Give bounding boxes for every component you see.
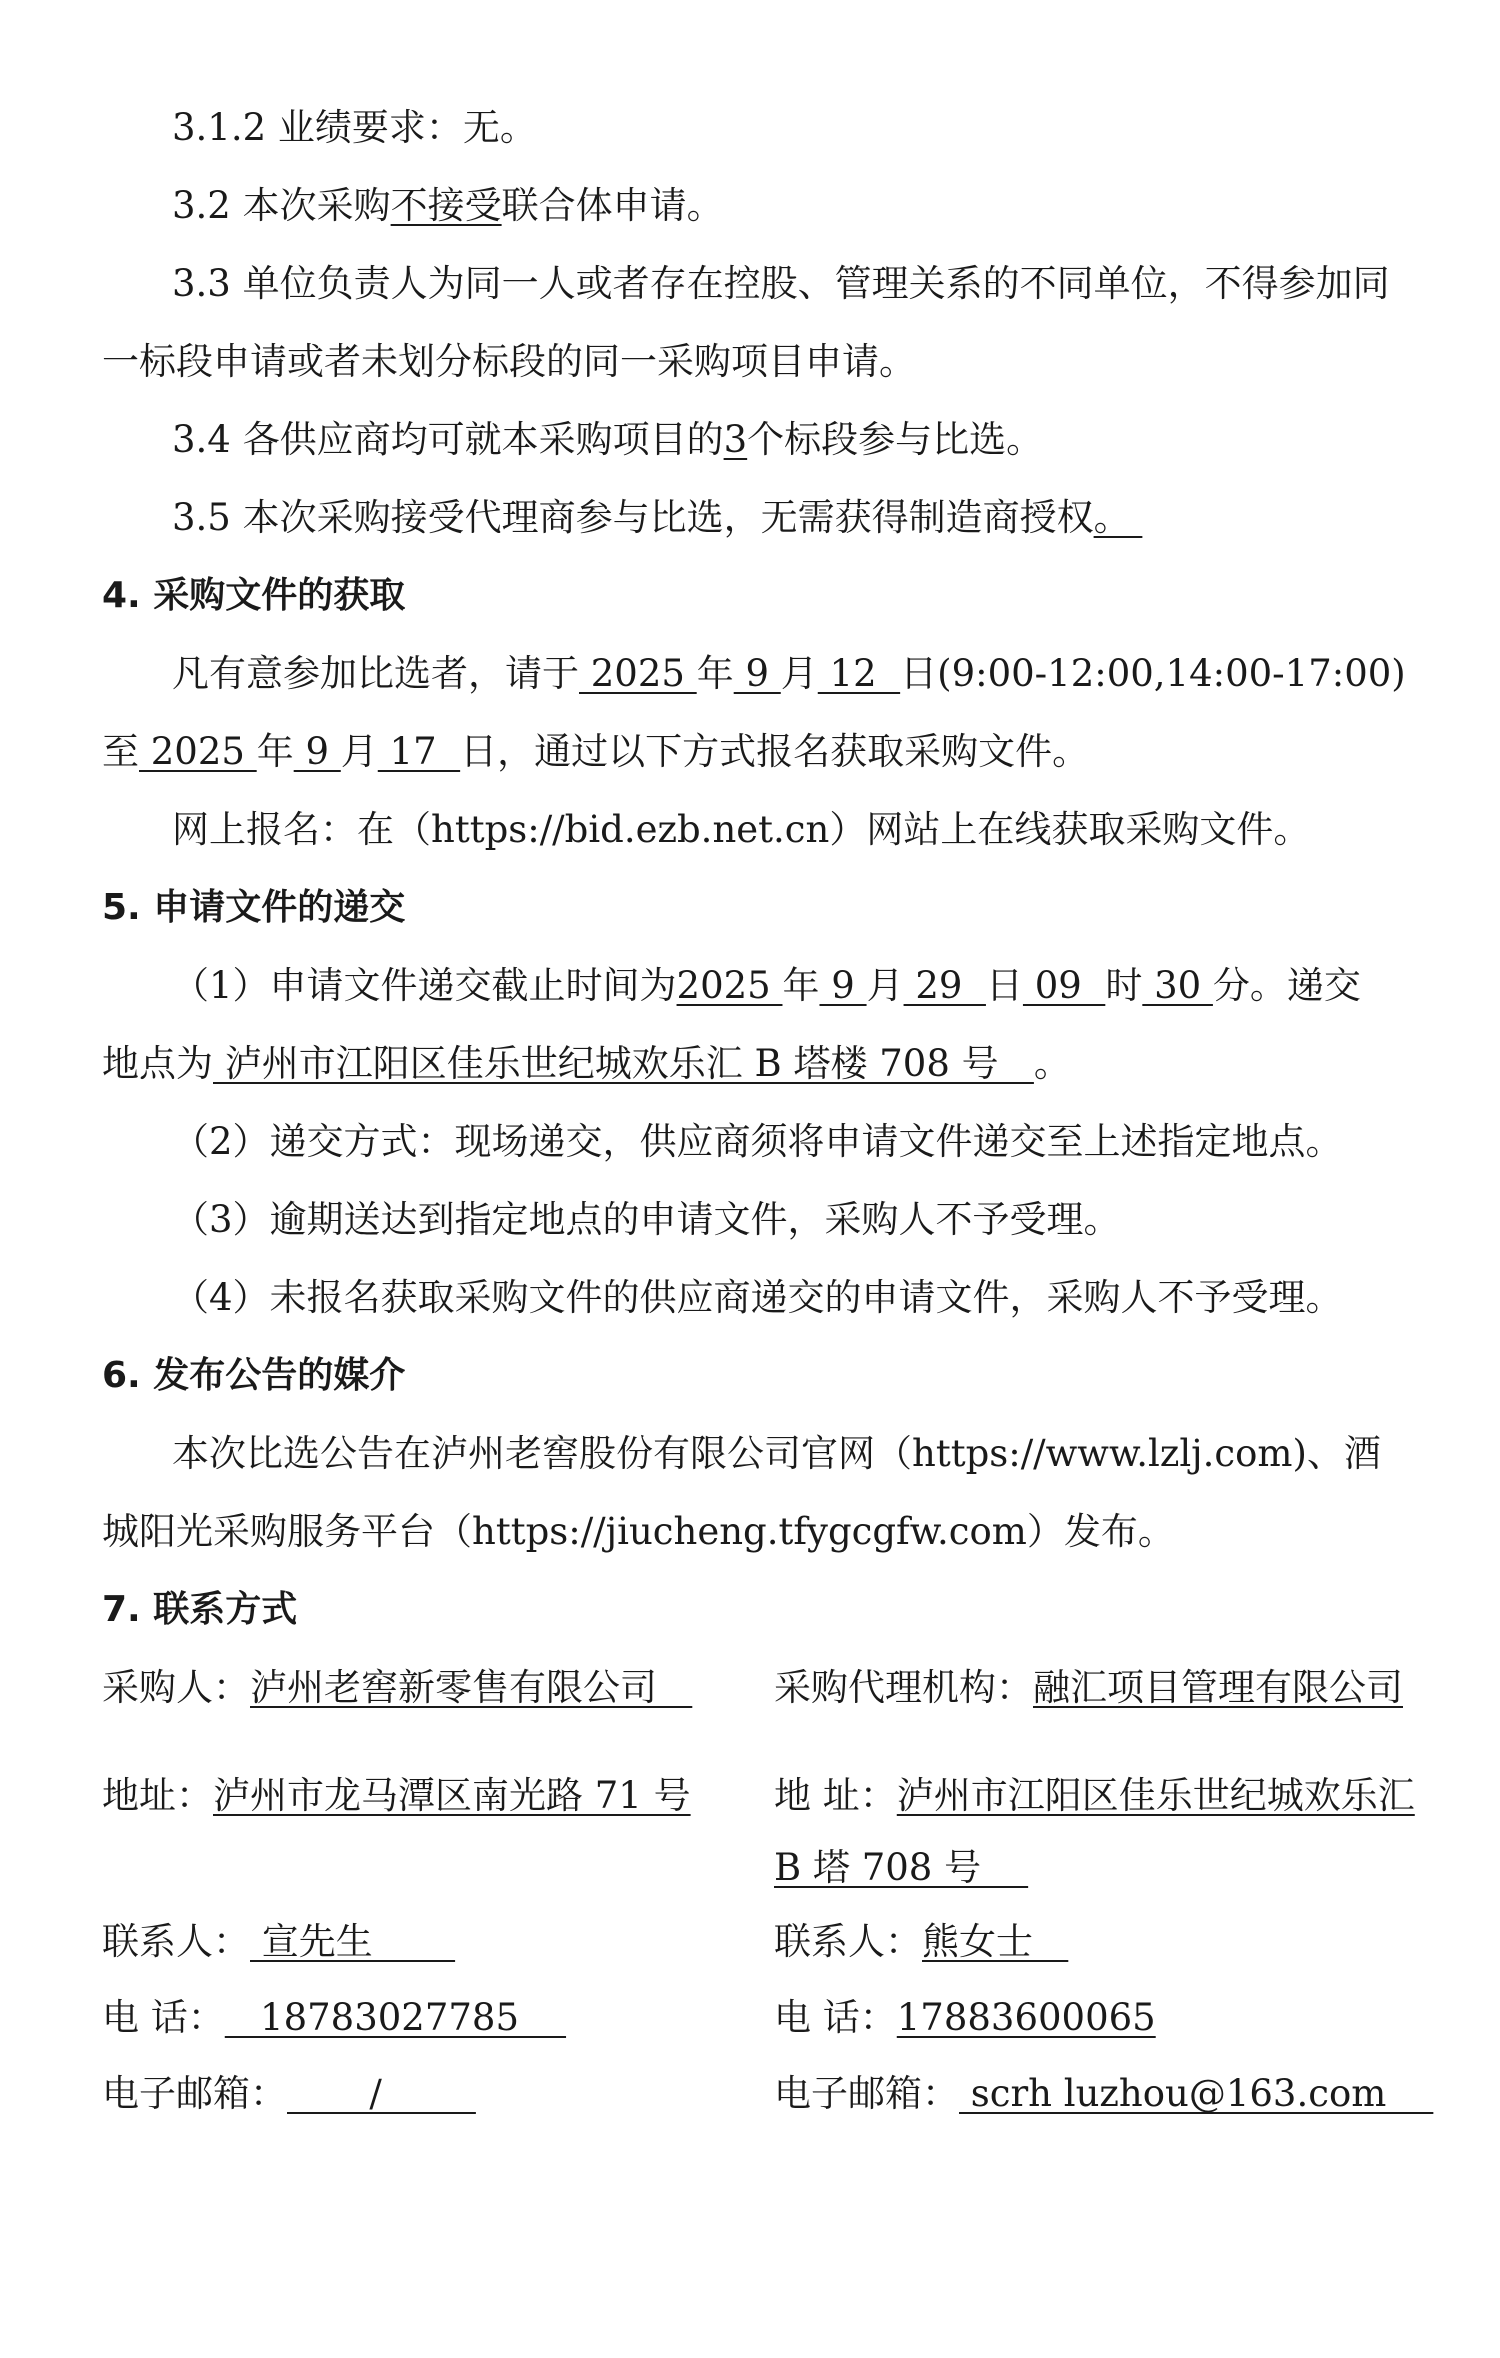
s3-l5-pre: 3.5 本次采购接受代理商参与比选，无需获得制造商授权 [172,496,1094,539]
s3-l4-post: 个标段参与比选。 [747,418,1044,461]
s7-addr1-value: 泸州市龙马潭区南光路 71 号 [213,1774,691,1817]
buyer-address [102,1772,691,1820]
item-3-5 [172,494,1142,542]
s7-phone1-label: 电 话： [102,1996,225,2039]
s4-p1-c: 月 [780,652,818,695]
s5-i1-g: 分。递交 [1212,964,1361,1007]
s4-p1-y: 2025 [579,652,697,695]
s6-p1: 本次比选公告在泸州老窖股份有限公司官网（https://www.lzlj.com)、酒 [172,1432,1381,1475]
s7-heading: 7. 联系方式 [102,1589,298,1630]
s5-i1-h: 09 [1022,964,1106,1007]
section-5-heading [102,884,405,932]
s3-l4-pre: 3.4 各供应商均可就本采购项目的 [172,418,724,461]
s3-l2-post: 联合体申请。 [501,184,724,227]
s4-p1-d: 12 [817,652,901,695]
s7-phone2-value: 17883600065 [896,1996,1156,2039]
media-line1 [172,1430,1381,1478]
item-3-3 [172,260,1390,308]
s7-addr2-value-b: B 塔 708 号 [774,1846,1029,1889]
s3-l4-u: 3 [723,418,748,461]
section-7-heading [102,1586,297,1634]
submission-method [172,1118,1343,1166]
s5-i1-d: 29 [903,964,986,1007]
s7-contact1-label: 联系人： [102,1920,250,1963]
agent [774,1664,1403,1712]
submission-location [102,1040,1071,1088]
online-registration [172,806,1310,854]
buyer-phone [102,1994,566,2042]
s7-phone1-value: 18783027785 [224,1996,567,2039]
s5-i1b-a: 地点为 [102,1042,213,1085]
agent-email [774,2070,1433,2118]
s4-p3: 网上报名：在（https://bid.ezb.net.cn）网站上在线获取采购文件。 [172,808,1311,851]
s3-l3a: 3.3 单位负责人为同一人或者存在控股、管理关系的不同单位，不得参加同 [172,262,1390,305]
s4-p2-d: 17 [377,730,461,773]
section-4-heading [102,572,405,620]
s4-p2-c: 月 [340,730,378,773]
item-3-1-2 [172,104,537,152]
s7-email2-label: 电子邮箱： [774,2072,959,2115]
s5-i1-c: 月 [866,964,904,1007]
s3-l5-u: 。 [1093,496,1143,539]
s5-i1-m: 9 [819,964,867,1007]
s7-addr1-label: 地址： [102,1774,213,1817]
acquisition-period-line2 [102,728,1089,776]
s4-p1-m: 9 [733,652,781,695]
s7-email1-label: 电子邮箱： [102,2072,287,2115]
s7-agent-label: 采购代理机构： [774,1666,1033,1709]
s3-l2-pre: 3.2 本次采购 [172,184,391,227]
s5-i1-min: 30 [1142,964,1213,1007]
s7-email1-value: / [287,2072,476,2115]
s7-buyer-label: 采购人： [102,1666,250,1709]
buyer-contact [102,1918,455,1966]
s4-p2-m: 9 [293,730,341,773]
s4-heading: 4. 采购文件的获取 [102,575,406,616]
buyer [102,1664,692,1712]
s5-i3: （3）逾期送达到指定地点的申请文件，采购人不予受理。 [172,1198,1121,1241]
s6-heading: 6. 发布公告的媒介 [102,1355,406,1396]
s5-i1-f: 时 [1105,964,1143,1007]
s5-i4: （4）未报名获取采购文件的供应商递交的申请文件，采购人不予受理。 [172,1276,1343,1319]
submission-deadline [172,962,1361,1010]
s5-i1b-b: 。 [1033,1042,1071,1085]
s4-p1-a: 凡有意参加比选者，请于 [172,652,579,695]
agent-address-cont [774,1844,1028,1892]
s7-contact2-label: 联系人： [774,1920,922,1963]
s7-contact1-value: 宣先生 [250,1920,456,1963]
s5-i1-e: 日 [985,964,1023,1007]
s5-i1-a: （1）申请文件递交截止时间为 [172,964,677,1007]
s3-l3b: 一标段申请或者未划分标段的同一采购项目申请。 [102,340,916,383]
s6-p2: 城阳光采购服务平台（https://jiucheng.tfygcgfw.com）发布。 [102,1510,1175,1553]
s7-addr2-value-a: 泸州市江阳区佳乐世纪城欢乐汇 [896,1774,1415,1817]
s4-p2-a: 至 [102,730,139,773]
s7-email2-value: scrh luzhou@163.com [959,2072,1434,2115]
s3-l2-u: 不接受 [390,184,502,227]
s5-i1-y: 2025 [676,964,783,1007]
unregistered-rule [172,1274,1343,1322]
s7-agent-value: 融汇项目管理有限公司 [1033,1666,1403,1709]
s4-p1-b: 年 [696,652,734,695]
s5-heading: 5. 申请文件的递交 [102,887,406,928]
s4-p2-y: 2025 [139,730,257,773]
s4-p2-b: 年 [256,730,294,773]
acquisition-period-line1 [172,650,1406,698]
agent-address [774,1772,1415,1820]
late-submission-rule [172,1196,1121,1244]
section-6-heading [102,1352,405,1400]
agent-phone [774,1994,1156,2042]
s7-addr2-label: 地 址： [774,1774,897,1817]
item-3-4 [172,416,1043,464]
agent-contact [774,1918,1068,1966]
s4-p1-e: 日(9:00-12:00,14:00-17:00) [900,652,1406,695]
media-line2 [102,1508,1175,1556]
s7-buyer-value: 泸州老窖新零售有限公司 [250,1666,693,1709]
item-3-3-cont [102,338,916,386]
s3-l1: 3.1.2 业绩要求：无。 [172,106,537,149]
s7-phone2-label: 电 话： [774,1996,897,2039]
s7-contact2-value: 熊女士 [922,1920,1069,1963]
s5-i1b-u: 泸州市江阳区佳乐世纪城欢乐汇 B 塔楼 708 号 [213,1042,1034,1085]
buyer-email [102,2070,476,2118]
s4-p2-e: 日，通过以下方式报名获取采购文件。 [460,730,1090,773]
item-3-2 [172,182,724,230]
s5-i2: （2）递交方式：现场递交，供应商须将申请文件递交至上述指定地点。 [172,1120,1343,1163]
s5-i1-b: 年 [782,964,820,1007]
